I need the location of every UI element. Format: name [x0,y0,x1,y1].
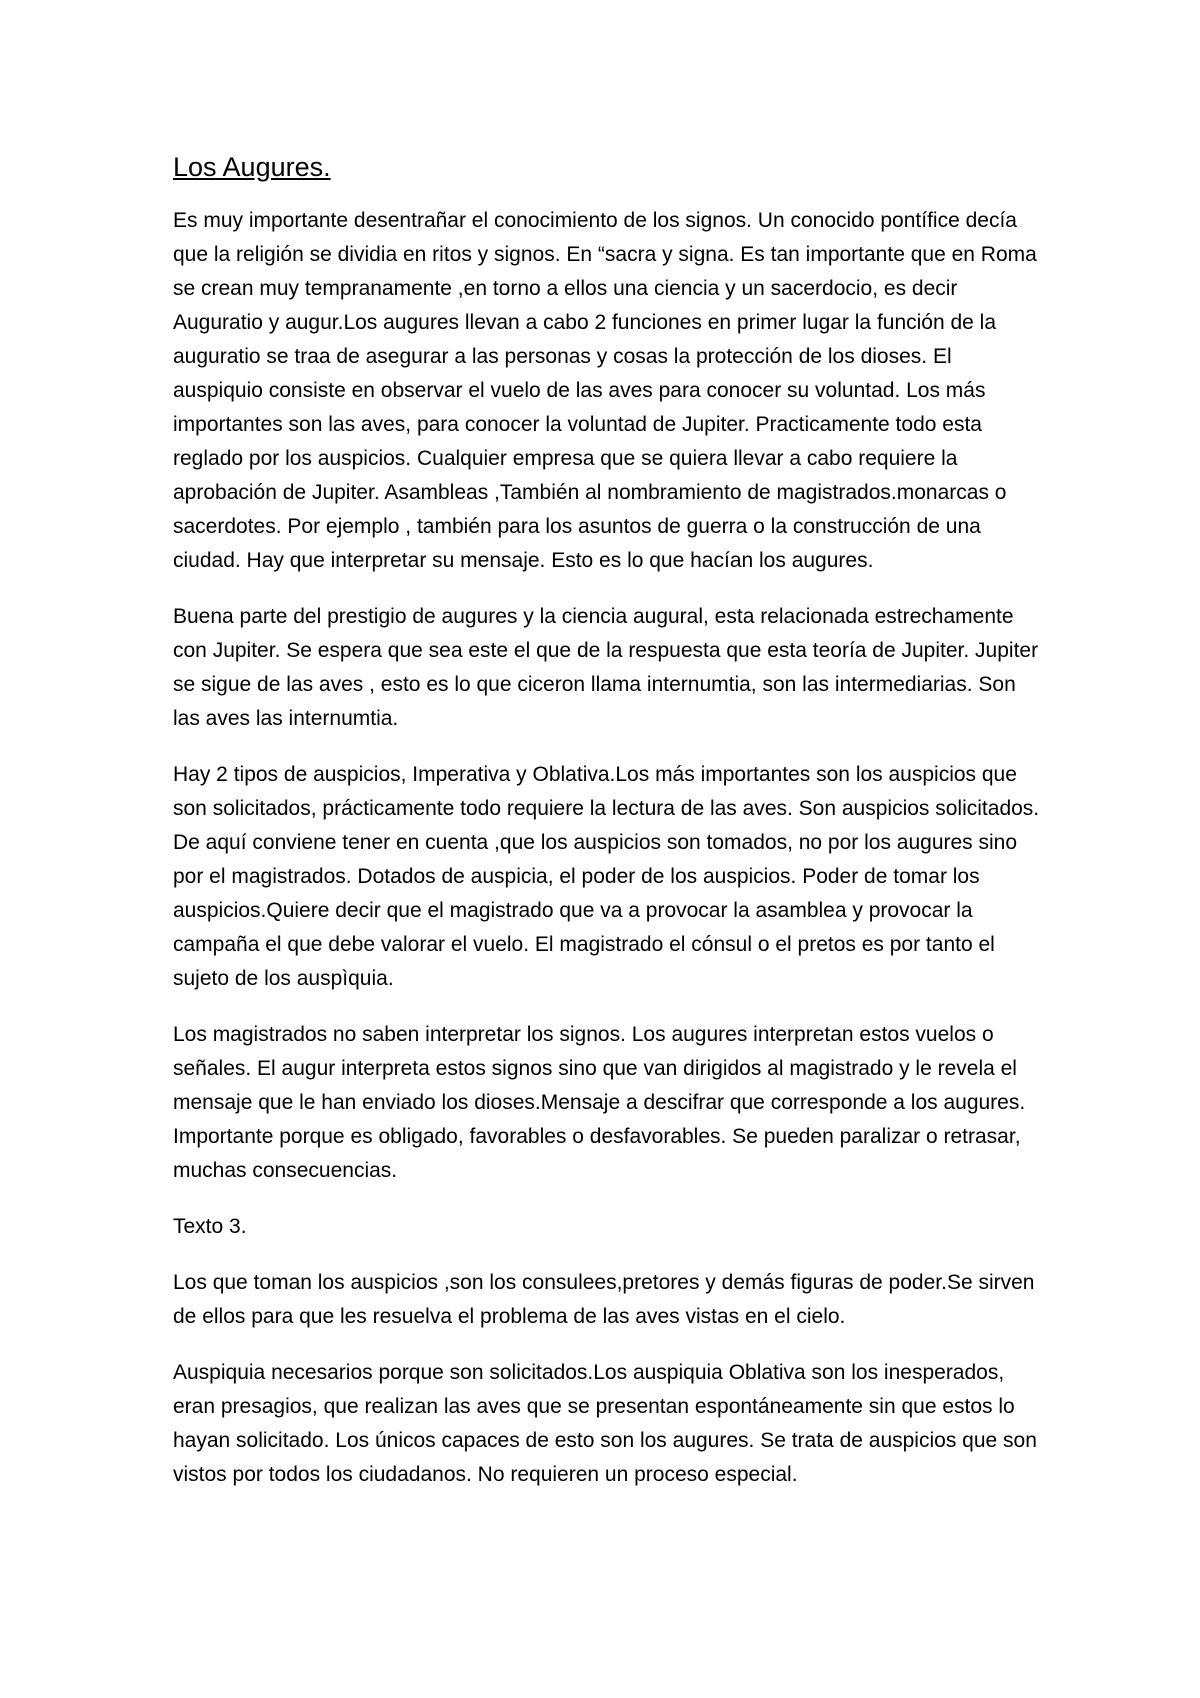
section-heading-texto-3: Texto 3. [173,1215,247,1238]
document-title: Los Augures. [173,152,331,182]
paragraph-1: Es muy importante desentrañar el conocimiento de los signos. Un conocido pontífice decía que la religión se dividia en ritos y signos. En “sacra y signa. Es tan importante que en Roma se crean muy tempranamente ,en torno a ellos una ciencia y un sacerdocio, es decir Auguratio y augur.Los augures llevan a cabo 2 funciones en primer lugar la función de la auguratio se traa de asegurar a las personas y cosas la protección de los dioses. El auspiquio consiste en observar el vuelo de las aves para conocer su voluntad. Los más importantes son las aves, para conocer la voluntad de Jupiter. Practicamente todo esta reglado por los auspicios. Cualquier empresa que se quiera llevar a cabo requiere la aprobación de Jupiter. Asambleas ,También al nombramiento de magistrados.monarcas o sacerdotes. Por ejemplo , también para los asuntos de guerra o la construcción de una ciudad. Hay que interpretar su mensaje. Esto es lo que hacían los augures. [173,209,1037,572]
paragraph-2: Buena parte del prestigio de augures y la ciencia augural, esta relacionada estrechamente con Jupiter. Se espera que sea este el que de la respuesta que esta teoría de Jupiter. Jupiter se sigue de las aves , esto es lo que ciceron llama internumtia, son las intermediarias. Son las aves las internumtia. [173,605,1039,730]
paragraph-3: Hay 2 tipos de auspicios, Imperativa y Oblativa.Los más importantes son los auspicios que son solicitados, prácticamente todo requiere la lectura de las aves. Son auspicios solicitados. De aquí conviene tener en cuenta ,que los auspicios son tomados, no por los augures sino por el magistrados. Dotados de auspicia, el poder de los auspicios. Poder de tomar los auspicios.Quiere decir que el magistrado que va a provocar la asamblea y provocar la campaña el que debe valorar el vuelo. El magistrado el cónsul o el pretos es por tanto el sujeto de los auspìquia. [173,763,1040,990]
document-body [173,150,1043,1514]
paragraph-5: Los que toman los auspicios ,son los consulees,pretores y demás figuras de poder.Se sirven de ellos para que les resuelva el problema de las aves vistas en el cielo. [173,1271,1035,1328]
paragraph-6: Auspiquia necesarios porque son solicitados.Los auspiquia Oblativa son los inesperados, eran presagios, que realizan las aves que se presentan espontáneamente sin que estos lo hayan solicitado. Los únicos capaces de esto son los augures. Se trata de auspicios que son vistos por todos los ciudadanos. No requieren un proceso especial. [173,1361,1037,1486]
paragraph-4: Los magistrados no saben interpretar los signos. Los augures interpretan estos vuelos o señales. El augur interpreta estos signos sino que van dirigidos al magistrado y le revela el mensaje que le han enviado los dioses.Mensaje a descifrar que corresponde a los augures. Importante porque es obligado, favorables o desfavorables. Se pueden paralizar o retrasar, muchas consecuencias. [173,1023,1026,1182]
